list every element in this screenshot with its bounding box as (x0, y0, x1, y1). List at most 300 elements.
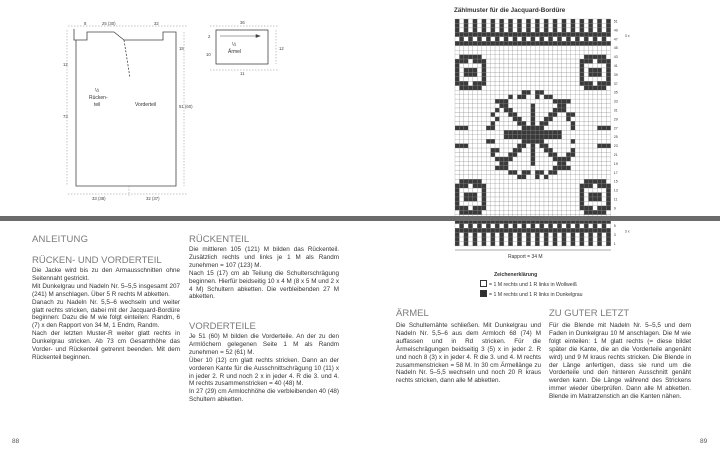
chart-cell (513, 201, 517, 205)
chart-cell (593, 50, 597, 54)
chart-cell (522, 112, 526, 116)
chart-cell (557, 50, 561, 54)
chart-cell (548, 59, 552, 63)
chart-cell (531, 148, 535, 152)
chart-cell (526, 126, 530, 130)
chart-cell (597, 206, 601, 210)
chart-cell (464, 175, 468, 179)
chart-cell (597, 81, 601, 85)
chart-cell (548, 104, 552, 108)
chart-cell (557, 135, 561, 139)
chart-cell (589, 68, 593, 72)
chart-cell (459, 86, 463, 90)
chart-cell (513, 224, 517, 228)
back-label-2: teil (94, 102, 101, 108)
chart-cell (584, 233, 588, 237)
chart-cell (531, 157, 535, 161)
chart-cell (504, 55, 508, 59)
chart-cell (531, 72, 535, 76)
chart-cell (584, 108, 588, 112)
chart-cell (531, 95, 535, 99)
chart-cell (491, 81, 495, 85)
chart-cell (535, 184, 539, 188)
chart-cell (557, 117, 561, 121)
chart-cell (526, 153, 530, 157)
chart-cell (548, 175, 552, 179)
chart-cell (566, 135, 570, 139)
chart-cell (557, 55, 561, 59)
chart-cell (500, 179, 504, 183)
chart-cell (531, 126, 535, 130)
chart-cell (500, 135, 504, 139)
chart-cell (540, 144, 544, 148)
chart-cell (464, 148, 468, 152)
chart-cell (602, 179, 606, 183)
chart-cell (508, 86, 512, 90)
chart-cell (544, 184, 548, 188)
chart-cell (531, 166, 535, 170)
chart-cell (468, 104, 472, 108)
chart-cell (473, 104, 477, 108)
chart-cell (540, 166, 544, 170)
chart-cell (455, 148, 459, 152)
chart-cell (535, 37, 539, 41)
chart-cell (468, 193, 472, 197)
chart-cell (540, 55, 544, 59)
chart-cell (535, 161, 539, 165)
chart-cell (597, 126, 601, 130)
chart-cell (517, 81, 521, 85)
chart-cell (557, 206, 561, 210)
chart-cell (597, 144, 601, 148)
chart-cell (522, 148, 526, 152)
chart-cell (606, 64, 610, 68)
chart-cell (482, 179, 486, 183)
chart-cell (566, 233, 570, 237)
chart-cell (473, 19, 477, 23)
chart-cell (508, 72, 512, 76)
chart-cell (575, 161, 579, 165)
chart-cell (522, 201, 526, 205)
chart-cell (580, 41, 584, 45)
chart-cell (473, 161, 477, 165)
chart-cell (526, 19, 530, 23)
chart-cell (557, 130, 561, 134)
chart-cell (548, 108, 552, 112)
chart-cell (504, 188, 508, 192)
chart-cell (557, 77, 561, 81)
row-number: 13 (613, 188, 618, 193)
chart-cell (464, 242, 468, 246)
chart-cell (477, 139, 481, 143)
dim-top-2: 25 (30) (102, 21, 116, 26)
chart-cell (464, 95, 468, 99)
legend-white-label: = 1 M rechts und 1 R links in Wollweiß (489, 282, 577, 288)
chart-cell (562, 77, 566, 81)
chart-cell (486, 126, 490, 130)
chart-cell (526, 161, 530, 165)
repeat-mark: 3 x (624, 33, 630, 38)
chart-cell (526, 64, 530, 68)
chart-cell (486, 55, 490, 59)
chart-cell (486, 117, 490, 121)
chart-cell (459, 59, 463, 63)
chart-cell (477, 237, 481, 241)
chart-cell (486, 193, 490, 197)
chart-cell (584, 201, 588, 205)
chart-cell (562, 224, 566, 228)
chart-cell (606, 153, 610, 157)
chart-cell (500, 86, 504, 90)
chart-cell (548, 50, 552, 54)
chart-cell (500, 108, 504, 112)
chart-cell (522, 166, 526, 170)
chart-cell (500, 197, 504, 201)
chart-cell (535, 157, 539, 161)
chart-cell (557, 161, 561, 165)
chart-cell (473, 37, 477, 41)
chart-cell (464, 112, 468, 116)
sleeve-label-half: ½ (232, 42, 237, 48)
chart-cell (468, 224, 472, 228)
chart-cell (491, 77, 495, 81)
chart-cell (597, 99, 601, 103)
chart-cell (500, 46, 504, 50)
chart-cell (571, 157, 575, 161)
chart-cell (468, 46, 472, 50)
chart-cell (571, 233, 575, 237)
chart-cell (597, 157, 601, 161)
chart-cell (508, 37, 512, 41)
chart-cell (526, 130, 530, 134)
chart-cell (513, 193, 517, 197)
chart-cell (495, 228, 499, 232)
chart-cell (602, 90, 606, 94)
chart-cell (495, 108, 499, 112)
chart-cell (522, 179, 526, 183)
chart-cell (522, 130, 526, 134)
chart-cell (522, 228, 526, 232)
chart-cell (597, 148, 601, 152)
ruecken-para-1: Die Jacke wird bis zu den Armausschnitten ohne Seitennaht gestrickt. (32, 267, 180, 282)
chart-cell (557, 166, 561, 170)
chart-cell (540, 117, 544, 121)
chart-cell (602, 126, 606, 130)
chart-cell (513, 108, 517, 112)
chart-cell (557, 126, 561, 130)
chart-cell (459, 37, 463, 41)
chart-cell (540, 121, 544, 125)
chart-cell (606, 175, 610, 179)
chart-cell (580, 90, 584, 94)
legend-title: Zeichenerklärung (494, 272, 538, 278)
chart-cell (544, 64, 548, 68)
chart-cell (593, 41, 597, 45)
row-number: 11 (613, 197, 618, 202)
chart-cell (562, 95, 566, 99)
chart-cell (597, 46, 601, 50)
chart-cell (477, 144, 481, 148)
chart-cell (540, 188, 544, 192)
chart-cell (464, 188, 468, 192)
chart-cell (482, 19, 486, 23)
chart-cell (526, 157, 530, 161)
chart-cell (495, 104, 499, 108)
chart-cell (517, 157, 521, 161)
chart-cell (513, 157, 517, 161)
chart-cell (464, 206, 468, 210)
chart-cell (517, 32, 521, 36)
chart-cell (495, 50, 499, 54)
chart-cell (589, 55, 593, 59)
chart-cell (553, 126, 557, 130)
chart-cell (495, 153, 499, 157)
chart-cell (597, 95, 601, 99)
chart-cell (553, 46, 557, 50)
chart-cell (508, 237, 512, 241)
chart-cell (517, 37, 521, 41)
chart-cell (531, 193, 535, 197)
chart-cell (544, 77, 548, 81)
zu-guter-letzt-para-1: Für die Blende mit Nadeln Nr. 5–5,5 und dem Faden in Dunkelgrau 10 M anschlagen. Die M wie folgt einteilen: 1 M glatt rechts (= diese bildet später die Kante, die an die Vorderteile angenäht wird) und 9 M kraus rechts stricken. Die Blende in der Länge anfertigen, dass sie rund um die Vorderteile und den hinteren Ausschnitt genäht werden kann. Die Länge während des Strickens immer wieder überprüfen. Dann alle M abketten. Blende im Matratzenstich an die Kanten nähen. (549, 322, 691, 401)
chart-cell (513, 139, 517, 143)
chart-cell (531, 224, 535, 228)
chart-cell (571, 237, 575, 241)
row-number: 23 (613, 144, 618, 149)
chart-cell (517, 95, 521, 99)
chart-cell (571, 41, 575, 45)
chart-cell (459, 19, 463, 23)
chart-cell (468, 175, 472, 179)
chart-cell (566, 126, 570, 130)
chart-cell (584, 148, 588, 152)
chart-cell (468, 153, 472, 157)
chart-cell (544, 41, 548, 45)
chart-cell (562, 81, 566, 85)
chart-cell (495, 126, 499, 130)
chart-cell (500, 99, 504, 103)
chart-cell (455, 210, 459, 214)
chart-cell (580, 210, 584, 214)
chart-cell (495, 210, 499, 214)
chart-cell (513, 233, 517, 237)
chart-cell (540, 41, 544, 45)
chart-cell (455, 108, 459, 112)
chart-cell (597, 121, 601, 125)
chart-cell (455, 117, 459, 121)
chart-cell (571, 153, 575, 157)
chart-cell (500, 130, 504, 134)
chart-cell (531, 117, 535, 121)
chart-cell (477, 41, 481, 45)
chart-cell (535, 237, 539, 241)
chart-cell (482, 46, 486, 50)
chart-cell (464, 179, 468, 183)
chart-cell (535, 121, 539, 125)
chart-cell (500, 126, 504, 130)
chart-cell (495, 28, 499, 32)
chart-cell (455, 197, 459, 201)
chart-cell (491, 166, 495, 170)
ruecken-text (32, 267, 180, 362)
chart-cell (504, 19, 508, 23)
chart-cell (535, 206, 539, 210)
chart-cell (584, 130, 588, 134)
dim-left-2: 73 (63, 114, 68, 119)
chart-cell (580, 81, 584, 85)
chart-cell (482, 23, 486, 27)
ruecken-para-4: Nach der letzten Muster-R weiter glatt rechts in Dunkelgrau stricken. Ab 73 cm Gesamthöhe das Vorder- und Rückenteil getrennt beenden. Mit dem Rückenteil beginnen. (32, 330, 180, 361)
sleeve-dim-left-2: 10 (206, 52, 211, 57)
chart-cell (482, 28, 486, 32)
chart-cell (589, 41, 593, 45)
row-number: 39 (613, 72, 618, 77)
chart-cell (459, 104, 463, 108)
chart-cell (602, 166, 606, 170)
chart-cell (491, 50, 495, 54)
chart-cell (535, 135, 539, 139)
chart-cell (455, 104, 459, 108)
chart-cell (566, 37, 570, 41)
chart-cell (513, 130, 517, 134)
chart-cell (495, 144, 499, 148)
chart-cell (495, 237, 499, 241)
chart-cell (459, 179, 463, 183)
chart-cell (522, 197, 526, 201)
chart-cell (473, 32, 477, 36)
chart-cell (553, 179, 557, 183)
chart-cell (495, 148, 499, 152)
chart-cell (522, 108, 526, 112)
chart-cell (580, 19, 584, 23)
chart-cell (535, 166, 539, 170)
chart-cell (459, 148, 463, 152)
chart-cell (500, 117, 504, 121)
chart-cell (540, 153, 544, 157)
chart-cell (482, 104, 486, 108)
chart-cell (468, 210, 472, 214)
chart-cell (464, 126, 468, 130)
chart-cell (562, 233, 566, 237)
chart-cell (540, 148, 544, 152)
chart-cell (602, 28, 606, 32)
chart-cell (486, 139, 490, 143)
chart-cell (589, 112, 593, 116)
chart-cell (584, 206, 588, 210)
chart-cell (548, 19, 552, 23)
chart-cell (486, 153, 490, 157)
chart-cell (495, 95, 499, 99)
chart-cell (522, 77, 526, 81)
chart-cell (566, 19, 570, 23)
chart-cell (486, 224, 490, 228)
chart-cell (557, 144, 561, 148)
chart-cell (495, 166, 499, 170)
chart-cell (535, 153, 539, 157)
chart-cell (606, 135, 610, 139)
chart-cell (584, 193, 588, 197)
chart-cell (526, 81, 530, 85)
chart-cell (464, 37, 468, 41)
chart-cell (473, 139, 477, 143)
chart-cell (575, 86, 579, 90)
chart-cell (602, 224, 606, 228)
chart-cell (473, 68, 477, 72)
chart-cell (575, 104, 579, 108)
chart-cell (584, 242, 588, 246)
chart-cell (486, 188, 490, 192)
chart-cell (517, 64, 521, 68)
chart-cell (468, 23, 472, 27)
chart-cell (606, 139, 610, 143)
chart-cell (557, 242, 561, 246)
chart-cell (468, 126, 472, 130)
chart-cell (575, 32, 579, 36)
chart-cell (571, 77, 575, 81)
rueckenteil-para-1: Die mittleren 105 (121) M bilden das Rückenteil. Zusätzlich rechts und links je 1 M als Randm zunehmen = 107 (123) M. (189, 246, 339, 269)
chart-cell (459, 153, 463, 157)
chart-cell (531, 197, 535, 201)
chart-cell (495, 117, 499, 121)
chart-cell (526, 117, 530, 121)
chart-cell (504, 37, 508, 41)
chart-cell (557, 179, 561, 183)
chart-cell (464, 233, 468, 237)
chart-cell (571, 139, 575, 143)
chart-cell (593, 197, 597, 201)
chart-cell (455, 37, 459, 41)
chart-cell (495, 112, 499, 116)
chart-cell (553, 99, 557, 103)
chart-cell (477, 130, 481, 134)
chart-cell (495, 81, 499, 85)
chart-cell (477, 188, 481, 192)
chart-cell (464, 130, 468, 134)
chart-cell (468, 197, 472, 201)
chart-cell (500, 104, 504, 108)
chart-cell (486, 81, 490, 85)
chart-cell (580, 95, 584, 99)
chart-cell (584, 144, 588, 148)
chart-cell (459, 166, 463, 170)
chart-cell (477, 179, 481, 183)
chart-cell (535, 81, 539, 85)
chart-cell (508, 112, 512, 116)
chart-cell (544, 90, 548, 94)
chart-cell (597, 161, 601, 165)
ruecken-vorderteil-heading: RÜCKEN- UND VORDERTEIL (32, 255, 162, 266)
chart-cell (562, 99, 566, 103)
chart-cell (482, 210, 486, 214)
chart-cell (455, 19, 459, 23)
chart-cell (557, 99, 561, 103)
chart-cell (491, 108, 495, 112)
chart-cell (486, 242, 490, 246)
chart-cell (544, 170, 548, 174)
chart-cell (593, 108, 597, 112)
chart-cell (491, 59, 495, 63)
chart-cell (589, 28, 593, 32)
chart-cell (491, 144, 495, 148)
chart-cell (517, 139, 521, 143)
chart-cell (522, 95, 526, 99)
chart-cell (593, 206, 597, 210)
chart-cell (553, 153, 557, 157)
chart-cell (459, 112, 463, 116)
chart-cell (455, 161, 459, 165)
chart-cell (562, 135, 566, 139)
chart-cell (562, 41, 566, 45)
